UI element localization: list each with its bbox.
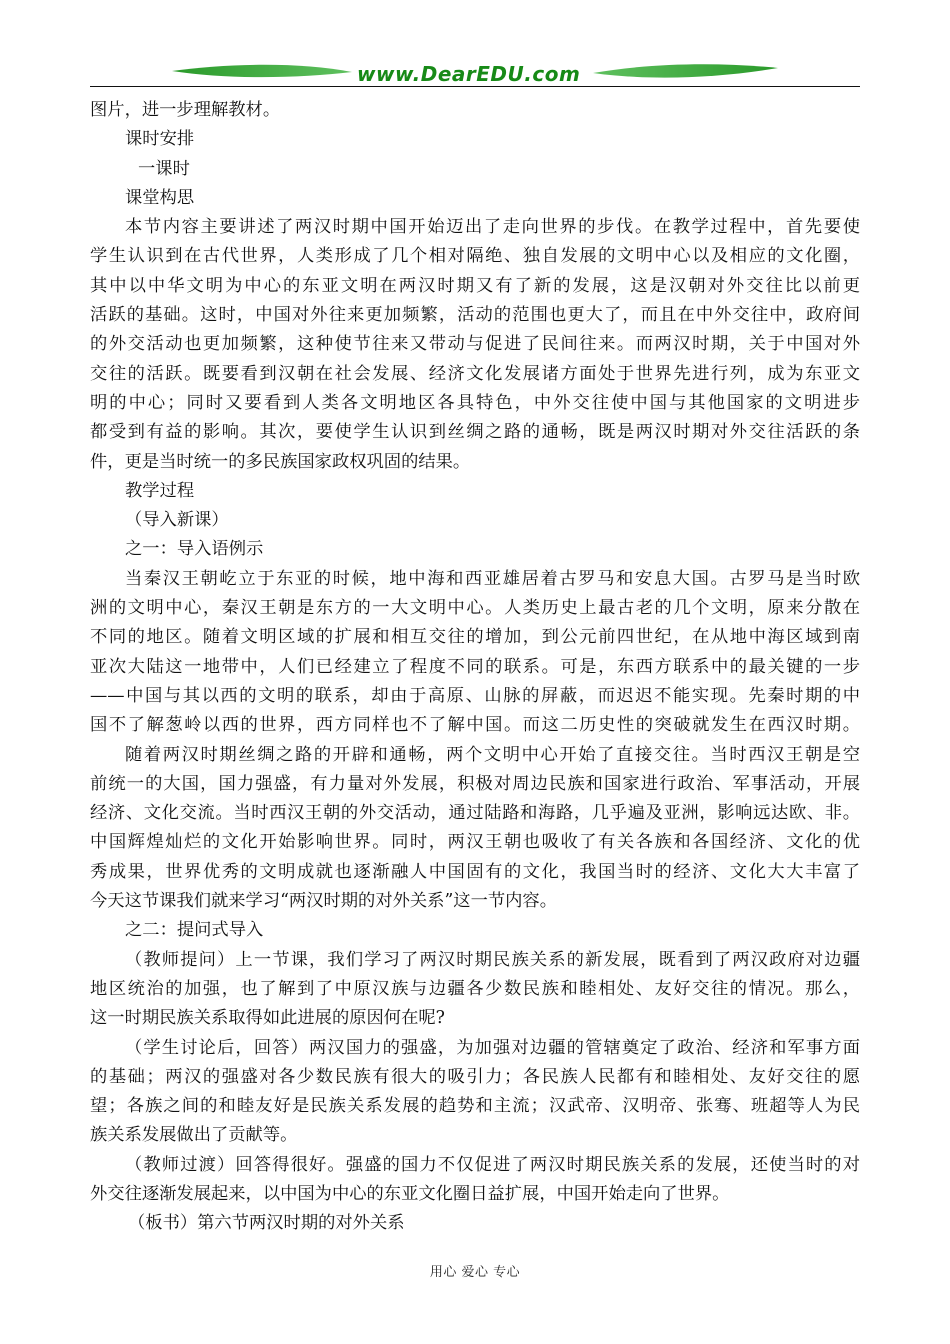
text-line: 随着两汉时期丝绸之路的开辟和通畅，两个文明中心开始了直接交往。当时西汉王朝是空 (125, 744, 860, 765)
text-line: 交往的活跃。既要看到汉朝在社会发展、经济文化发展诸方面处于世界先进行列，成为东亚文 (90, 363, 860, 384)
text-line: （教师过渡）回答得很好。强盛的国力不仅促进了两汉时期民族关系的发展，还使当时的对 (125, 1154, 860, 1175)
section-label: 课堂构思 (125, 187, 195, 208)
section-label: 课时安排 (125, 129, 195, 150)
text-line: 地区统治的加强，也了解到了中原汉族与边疆各少数民族和睦相处、友好交往的情况。那么， (90, 978, 860, 999)
text-line: 洲的文明中心，秦汉王朝是东方的一大文明中心。人类历史上最古老的几个文明，原来分散在 (90, 598, 860, 619)
section-label: 之二：提问式导入 (125, 920, 264, 941)
text-line: 的外交活动也更加频繁，这种使节往来又带动与促进了民间往来。而两汉时期，关于中国对外 (90, 334, 860, 355)
section-label: （板书）第六节两汉时期的对外关系 (128, 1213, 405, 1234)
text-line: 前统一的大国，国力强盛，有力量对外发展，积极对周边民族和国家进行政治、军事活动，开展 (90, 773, 860, 794)
site-logo-text: www.DearEDU.com (357, 62, 581, 86)
document-body (90, 96, 860, 1239)
text-line: 今天这节课我们就来学习“两汉时期的对外关系”这一节内容。 (90, 891, 557, 912)
text-line: 件，更是当时统一的多民族国家政权巩固的结果。 (90, 451, 471, 472)
text-line: 其中以中华文明为中心的东亚文明在两汉时期又有了新的发展，这是汉朝对外交往比以前更 (90, 275, 860, 296)
header-rule (90, 86, 860, 87)
text-line: ——中国与其以西的文明的联系，却由于高原、山脉的屏蔽，而迟迟不能实现。先秦时期的中 (90, 685, 860, 706)
text-line: 这一时期民族关系取得如此进展的原因何在呢? (90, 1008, 445, 1029)
text-line: 图片，进一步理解教材。 (90, 100, 281, 120)
text-line: 亚次大陆这一地带中，人们已经建立了程度不同的联系。可是，东西方联系中的最关键的一步 (90, 656, 860, 677)
text-line: 不同的地区。随着文明区域的扩展和相互交往的增加，到公元前四世纪，在从地中海区域到南 (90, 627, 860, 648)
text-line: 国不了解葱岭以西的世界，西方同样也不了解中国。而这二历史性的突破就发生在西汉时期。 (90, 715, 860, 736)
text-line: 一课时 (138, 158, 190, 179)
left-swoosh (172, 65, 352, 77)
section-label: 教学过程 (125, 480, 195, 501)
text-line: 当秦汉王朝屹立于东亚的时候，地中海和西亚雄居着古罗马和安息大国。古罗马是当时欧 (125, 568, 860, 589)
text-line: （教师提问）上一节课，我们学习了两汉时期民族关系的新发展，既看到了两汉政府对边疆 (125, 949, 860, 970)
text-line: 中国辉煌灿烂的文化开始影响世界。同时，两汉王朝也吸收了有关各族和各国经济、文化的优 (90, 832, 860, 853)
text-line: 经济、文化交流。当时西汉王朝的外交活动，通过陆路和海路，几乎遍及亚洲，影响远达欧、非。 (90, 803, 860, 824)
text-line: 都受到有益的影响。其次，要使学生认识到丝绸之路的通畅，既是两汉时期对外交往活跃的条 (90, 422, 860, 443)
text-line: 活跃的基础。这时，中国对外往来更加频繁，活动的范围也更大了，而且在中外交往中，政府间 (90, 305, 860, 326)
text-line: 望；各族之间的和睦友好是民族关系发展的趋势和主流；汉武帝、汉明帝、张骞、班超等人为民 (90, 1096, 860, 1117)
text-line: 学生认识到在古代世界，人类形成了几个相对隔绝、独自发展的文明中心以及相应的文化圈， (90, 246, 860, 267)
text-line: 的基础；两汉的强盛对各少数民族有很大的吸引力；各民族人民都有和睦相处、友好交往的愿 (90, 1066, 860, 1087)
text-line: （学生讨论后，回答）两汉国力的强盛，为加强对边疆的管辖奠定了政治、经济和军事方面 (125, 1037, 860, 1058)
page-header (0, 0, 950, 100)
page-footer: 用心 爱心 专心 (429, 1265, 521, 1280)
text-line: 外交往逐渐发展起来，以中国为中心的东亚文化圈日益扩展，中国开始走向了世界。 (90, 1183, 730, 1204)
text-line: 明的中心；同时又要看到人类各文明地区各具特色，中外交往使中国与其他国家的文明进步 (90, 392, 860, 413)
right-swoosh (593, 64, 778, 77)
section-label: 之一：导入语例示 (125, 539, 264, 560)
text-line: 秀成果，世界优秀的文明成就也逐渐融人中国固有的文化，我国当时的经济、文化大大丰富了 (90, 861, 860, 882)
text-line: 族关系发展做出了贡献等。 (90, 1125, 298, 1146)
section-label: （导入新课） (125, 510, 229, 531)
text-line: 本节内容主要讲述了两汉时期中国开始迈出了走向世界的步伐。在教学过程中，首先要使 (125, 217, 860, 238)
